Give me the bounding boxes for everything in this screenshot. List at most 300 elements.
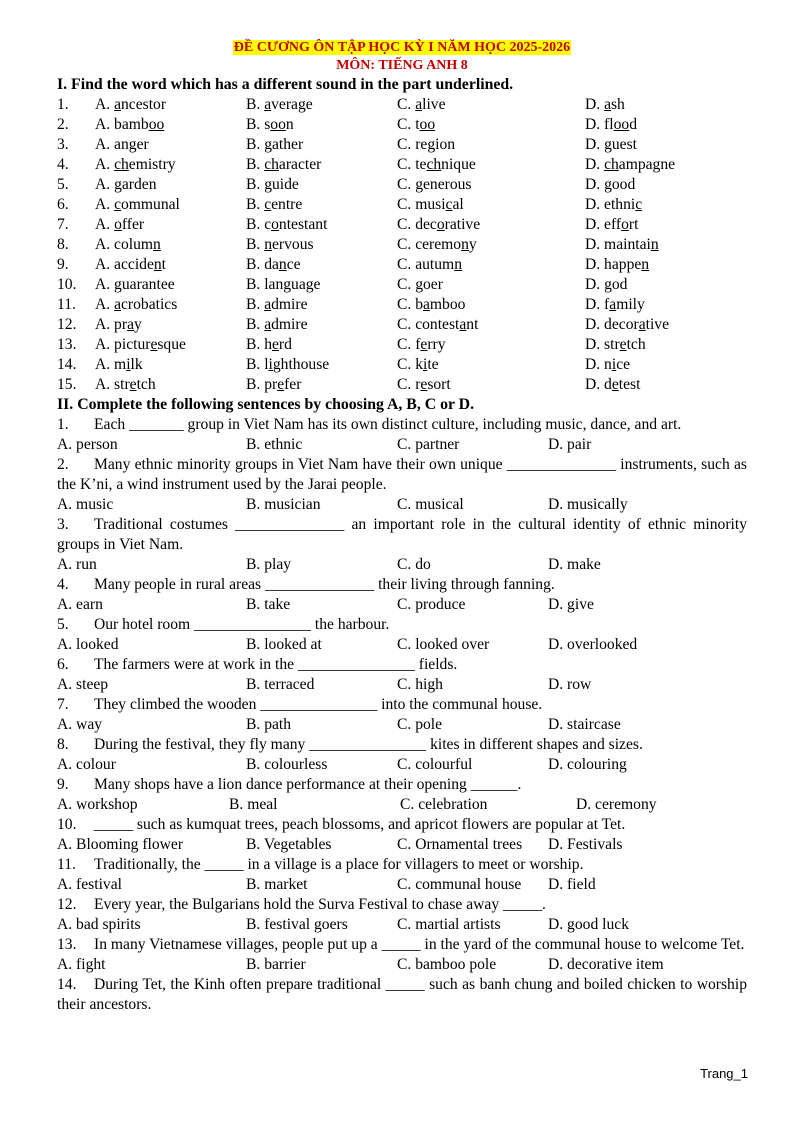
- question-number: 4.: [57, 156, 69, 173]
- answer-option: A. fight: [57, 956, 106, 973]
- option-text-after: ood: [611, 176, 636, 193]
- underlined-part: g: [427, 136, 436, 153]
- option-text-after: al: [452, 196, 464, 213]
- answer-option: B. ethnic: [246, 436, 303, 453]
- option-text-before: B. c: [246, 216, 272, 233]
- option-text-after: d: [629, 116, 637, 133]
- answer-option: C. celebration: [400, 796, 488, 813]
- answer-option: D. decorative item: [548, 956, 664, 973]
- option-d: [585, 115, 637, 135]
- option-d: [585, 375, 640, 395]
- option-b: [246, 315, 308, 335]
- option-a: [95, 115, 164, 135]
- option-text-before: C. f: [397, 336, 421, 353]
- option-c: [397, 155, 476, 175]
- answer-option: B. colourless: [246, 756, 328, 773]
- option-c: [397, 115, 435, 135]
- option-c: [397, 375, 451, 395]
- option-c: [397, 135, 455, 155]
- underlined-part: e: [272, 336, 279, 353]
- underlined-part: g: [415, 276, 423, 293]
- option-text-before: B.: [246, 196, 265, 213]
- question-text: [57, 695, 747, 715]
- option-text-after: ampagne: [618, 156, 676, 173]
- option-text-before: B.: [246, 96, 265, 113]
- underlined-part: a: [423, 296, 430, 313]
- option-a: [95, 175, 157, 195]
- answer-option: C. Ornamental trees: [397, 836, 523, 853]
- document-page: [57, 38, 747, 1015]
- option-text-after: emistry: [128, 156, 176, 173]
- document-title: [57, 38, 747, 57]
- pronunciation-row: [57, 175, 747, 195]
- section1-list: [57, 95, 747, 395]
- underlined-part: c: [635, 196, 643, 213]
- underlined-part: ch: [264, 156, 279, 173]
- option-text-before: C. re: [397, 136, 428, 153]
- option-text-before: C. autum: [397, 256, 455, 273]
- option-a: [95, 375, 156, 395]
- option-c: [397, 255, 462, 275]
- answer-option: D. good luck: [548, 916, 629, 933]
- option-text-before: D.: [585, 276, 605, 293]
- pronunciation-row: [57, 215, 747, 235]
- question-number: 12.: [57, 896, 77, 913]
- question-number: 7.: [57, 696, 69, 713]
- answer-option: A. person: [57, 436, 118, 453]
- option-text-before: B. s: [246, 116, 271, 133]
- question-number: 3.: [57, 136, 69, 153]
- answer-option: B. musician: [246, 496, 321, 513]
- option-d: [585, 295, 645, 315]
- answer-option: A. colour: [57, 756, 116, 773]
- option-a: [95, 135, 149, 155]
- question-stem: Many people in rural areas ______________ their living through fanning.: [94, 576, 555, 593]
- option-text-before: C. b: [397, 296, 423, 313]
- option-text-before: D.: [585, 176, 605, 193]
- option-text-before: B. lan: [246, 276, 284, 293]
- underlined-part: i: [611, 356, 617, 373]
- option-text-before: D. eff: [585, 216, 622, 233]
- answer-options: [57, 715, 747, 735]
- question-stem: Many ethnic minority groups in Viet Nam have their own unique ______________ instruments, such as the K’ni, a wind instrument used by the Jarai people.: [57, 456, 747, 493]
- answer-option: C. do: [397, 556, 431, 573]
- question-stem: Every year, the Bulgarians hold the Surva Festival to chase away _____.: [94, 896, 546, 913]
- question-text: [57, 775, 747, 795]
- question-stem: _____ such as kumquat trees, peach blossoms, and apricot flowers are popular at Tet.: [94, 816, 626, 833]
- question-stem: They climbed the wooden _______________ into the communal house.: [94, 696, 543, 713]
- option-text-after: lk: [130, 356, 143, 373]
- answer-option: D. make: [548, 556, 601, 573]
- question-number: 14.: [57, 356, 77, 373]
- underlined-part: oo: [613, 116, 630, 133]
- option-text-before: D.: [585, 96, 605, 113]
- option-text-before: D. str: [585, 336, 620, 353]
- option-b: [246, 335, 292, 355]
- pronunciation-row: [57, 255, 747, 275]
- option-a: [95, 215, 144, 235]
- question-text: [57, 815, 747, 835]
- question-text: [57, 655, 747, 675]
- option-text-after: nique: [441, 156, 476, 173]
- answer-option: D. musically: [548, 496, 628, 513]
- option-text-before: A. m: [95, 356, 127, 373]
- underlined-part: n: [278, 256, 287, 273]
- pronunciation-row: [57, 275, 747, 295]
- pronunciation-row: [57, 295, 747, 315]
- underlined-part: i: [268, 356, 273, 373]
- option-text-after: rt: [628, 216, 639, 233]
- option-text-before: B. pr: [246, 376, 278, 393]
- underlined-part: n: [153, 236, 161, 253]
- option-text-after: y: [133, 316, 142, 333]
- answer-option: C. partner: [397, 436, 460, 453]
- underlined-part: a: [264, 296, 272, 313]
- option-text-after: ommunal: [120, 196, 180, 213]
- option-c: [397, 355, 439, 375]
- question-stem: Traditional costumes ______________ an important role in the cultural identity of ethnic minority groups in Viet Nam.: [57, 516, 747, 553]
- option-text-after: er: [136, 136, 149, 153]
- question-stem: In many Vietnamese villages, people put up a _____ in the yard of the communal house to welcome Tet.: [94, 936, 745, 953]
- answer-option: D. overlooked: [548, 636, 638, 653]
- section2-list: [57, 415, 747, 1015]
- option-text-after: ather: [272, 136, 304, 153]
- option-d: [585, 275, 627, 295]
- option-text-before: C. k: [397, 356, 423, 373]
- option-text-before: B.: [246, 236, 265, 253]
- answer-option: D. colouring: [548, 756, 627, 773]
- question-number: 2.: [57, 116, 69, 133]
- option-b: [246, 215, 327, 235]
- answer-option: A. workshop: [57, 796, 138, 813]
- option-d: [585, 235, 659, 255]
- option-text-after: arden: [121, 176, 157, 193]
- underlined-part: e: [150, 336, 158, 353]
- option-text-before: D. decor: [585, 316, 639, 333]
- underlined-part: a: [264, 316, 272, 333]
- option-a: [95, 195, 180, 215]
- option-text-after: y: [468, 236, 477, 253]
- option-text-after: uage: [291, 276, 321, 293]
- question-text: [57, 615, 747, 635]
- underlined-part: c: [264, 196, 272, 213]
- question-number: 7.: [57, 216, 69, 233]
- option-c: [397, 235, 477, 255]
- option-text-before: B. l: [246, 356, 269, 373]
- answer-option: B. take: [246, 596, 291, 613]
- pronunciation-row: [57, 135, 747, 155]
- question-text: [57, 735, 747, 755]
- option-text-after: verage: [271, 96, 313, 113]
- option-b: [246, 295, 308, 315]
- option-text-before: D. d: [585, 376, 612, 393]
- option-text-before: C.: [397, 176, 416, 193]
- question-text: [57, 455, 747, 495]
- question-stem: The farmers were at work in the _______________ fields.: [94, 656, 458, 673]
- option-b: [246, 175, 299, 195]
- option-b: [246, 135, 303, 155]
- answer-option: A. steep: [57, 676, 109, 693]
- underlined-part: a: [415, 96, 423, 113]
- underlined-part: g: [604, 276, 612, 293]
- question-text: [57, 895, 747, 915]
- answer-option: C. communal house: [397, 876, 522, 893]
- subject-title: MÔN: TIẾNG ANH 8: [336, 58, 468, 73]
- option-d: [585, 195, 642, 215]
- option-d: [585, 315, 669, 335]
- option-b: [246, 355, 329, 375]
- option-text-before: C. te: [397, 156, 427, 173]
- answer-options: [57, 435, 747, 455]
- option-text-after: ce: [286, 256, 301, 273]
- option-text-after: tch: [136, 376, 156, 393]
- underlined-part: e: [420, 336, 428, 353]
- answer-options: [57, 675, 747, 695]
- question-number: 8.: [57, 236, 69, 253]
- answer-option: C. pole: [397, 716, 443, 733]
- question-number: 1.: [57, 96, 69, 113]
- option-text-after: rry: [427, 336, 446, 353]
- option-text-after: rd: [278, 336, 292, 353]
- option-text-before: D. f: [585, 296, 610, 313]
- option-text-after: uide: [272, 176, 299, 193]
- option-text-after: test: [618, 376, 641, 393]
- option-text-after: crobatics: [120, 296, 178, 313]
- answer-option: D. ceremony: [576, 796, 657, 813]
- option-text-after: ntestant: [278, 216, 328, 233]
- answer-options: [57, 495, 747, 515]
- pronunciation-row: [57, 155, 747, 175]
- pronunciation-row: [57, 235, 747, 255]
- section2-heading: II. Complete the following sentences by choosing A, B, C or D.: [57, 396, 475, 413]
- option-text-before: B.: [246, 156, 265, 173]
- option-text-before: A.: [95, 196, 115, 213]
- pronunciation-row: [57, 315, 747, 335]
- option-text-after: mily: [616, 296, 645, 313]
- answer-options: [57, 835, 747, 855]
- underlined-part: a: [114, 296, 121, 313]
- option-text-after: ncestor: [120, 96, 167, 113]
- underlined-part: o: [114, 216, 122, 233]
- option-d: [585, 215, 638, 235]
- underlined-part: c: [114, 196, 121, 213]
- underlined-part: oo: [419, 116, 436, 133]
- option-text-after: ce: [616, 356, 631, 373]
- question-text: [57, 415, 747, 435]
- question-number: 3.: [57, 516, 69, 533]
- option-text-before: A. accide: [95, 256, 154, 273]
- option-text-before: D. n: [585, 356, 612, 373]
- option-text-before: A. guarantee: [95, 276, 175, 293]
- underlined-part: o: [436, 216, 445, 233]
- question-text: [57, 935, 747, 955]
- answer-options: [57, 755, 747, 775]
- answer-option: A. way: [57, 716, 103, 733]
- underlined-part: e: [129, 376, 137, 393]
- underlined-part: n: [461, 236, 469, 253]
- question-number: 13.: [57, 336, 77, 353]
- underlined-part: g: [604, 176, 612, 193]
- pronunciation-row: [57, 195, 747, 215]
- question-text: [57, 855, 747, 875]
- question-number: 9.: [57, 256, 69, 273]
- option-text-after: te: [427, 356, 439, 373]
- answer-option: B. path: [246, 716, 292, 733]
- underlined-part: a: [609, 296, 617, 313]
- option-text-after: ion: [435, 136, 456, 153]
- underlined-part: a: [114, 96, 121, 113]
- option-text-after: sort: [427, 376, 451, 393]
- document-title-text: ĐỀ CƯƠNG ÔN TẬP HỌC KỲ I NĂM HỌC 2025-2026: [233, 40, 571, 55]
- question-number: 8.: [57, 736, 69, 753]
- answer-option: D. field: [548, 876, 596, 893]
- answer-options: [57, 915, 747, 935]
- option-text-after: ervous: [272, 236, 314, 253]
- answer-option: A. bad spirits: [57, 916, 141, 933]
- answer-option: C. musical: [397, 496, 464, 513]
- option-a: [95, 95, 166, 115]
- option-text-before: B. da: [246, 256, 279, 273]
- answer-option: C. produce: [397, 596, 466, 613]
- question-number: 5.: [57, 176, 69, 193]
- option-a: [95, 295, 177, 315]
- option-text-after: aracter: [278, 156, 322, 173]
- answer-options: [57, 955, 747, 975]
- option-text-after: nt: [466, 316, 479, 333]
- underlined-part: g: [283, 276, 292, 293]
- underlined-part: oo: [270, 116, 286, 133]
- option-a: [95, 155, 176, 175]
- page-number: Trang_1: [700, 1066, 748, 1081]
- answer-option: A. earn: [57, 596, 103, 613]
- option-text-before: B.: [246, 176, 265, 193]
- option-text-before: B.: [246, 136, 265, 153]
- underlined-part: a: [264, 96, 272, 113]
- option-d: [585, 335, 646, 355]
- question-number: 11.: [57, 296, 76, 313]
- option-d: [585, 255, 649, 275]
- option-a: [95, 355, 143, 375]
- option-text-after: mboo: [429, 296, 466, 313]
- option-text-after: sh: [610, 96, 625, 113]
- answer-option: D. staircase: [548, 716, 621, 733]
- answer-option: D. pair: [548, 436, 592, 453]
- question-number: 10.: [57, 816, 77, 833]
- underlined-part: g: [128, 136, 137, 153]
- underlined-part: ch: [114, 156, 129, 173]
- option-text-before: B. h: [246, 336, 272, 353]
- underlined-part: g: [604, 136, 612, 153]
- option-c: [397, 295, 465, 315]
- option-text-before: C. musi: [397, 196, 446, 213]
- answer-option: D. give: [548, 596, 594, 613]
- option-text-before: A.: [95, 176, 115, 193]
- question-stem: Traditionally, the _____ in a village is a place for villagers to meet or worship.: [94, 856, 584, 873]
- option-b: [246, 235, 314, 255]
- answer-option: B. meal: [229, 796, 278, 813]
- question-text: [57, 575, 747, 595]
- option-a: [95, 255, 166, 275]
- underlined-part: i: [126, 356, 131, 373]
- question-stem: Many shops have a lion dance performance at their opening ______.: [94, 776, 522, 793]
- underlined-part: n: [650, 236, 659, 253]
- answer-option: A. festival: [57, 876, 122, 893]
- option-text-before: C. r: [397, 376, 421, 393]
- answer-option: C. colourful: [397, 756, 473, 773]
- option-text-before: D. fl: [585, 116, 614, 133]
- option-a: [95, 235, 161, 255]
- question-number: 14.: [57, 976, 77, 993]
- answer-option: B. looked at: [246, 636, 322, 653]
- underlined-part: c: [445, 196, 453, 213]
- option-b: [246, 95, 313, 115]
- option-b: [246, 195, 302, 215]
- option-text-before: A. bamb: [95, 116, 149, 133]
- question-number: 5.: [57, 616, 69, 633]
- option-text-before: A. an: [95, 136, 129, 153]
- option-text-before: D. ethni: [585, 196, 636, 213]
- answer-option: A. looked: [57, 636, 119, 653]
- option-b: [246, 115, 294, 135]
- answer-option: B. play: [246, 556, 292, 573]
- option-text-after: dmire: [271, 296, 308, 313]
- underlined-part: i: [423, 356, 428, 373]
- pronunciation-row: [57, 115, 747, 135]
- underlined-part: oo: [148, 116, 165, 133]
- question-stem: During the festival, they fly many _______________ kites in different shapes and sizes.: [94, 736, 643, 753]
- question-number: 1.: [57, 416, 69, 433]
- option-text-after: entre: [271, 196, 303, 213]
- question-number: 2.: [57, 456, 69, 473]
- answer-options: [57, 555, 747, 575]
- answer-option: C. looked over: [397, 636, 490, 653]
- pronunciation-row: [57, 375, 747, 395]
- question-number: 13.: [57, 936, 77, 953]
- pronunciation-row: [57, 355, 747, 375]
- pronunciation-row: [57, 95, 747, 115]
- underlined-part: e: [420, 376, 428, 393]
- underlined-part: a: [127, 316, 134, 333]
- pronunciation-row: [57, 335, 747, 355]
- option-text-before: D. happe: [585, 256, 642, 273]
- option-text-before: C.: [397, 276, 416, 293]
- question-number: 9.: [57, 776, 69, 793]
- answer-option: A. music: [57, 496, 114, 513]
- option-text-before: A. pr: [95, 316, 128, 333]
- answer-option: D. Festivals: [548, 836, 623, 853]
- option-text-before: C.: [397, 96, 416, 113]
- option-d: [585, 175, 635, 195]
- option-text-after: ghthouse: [272, 356, 330, 373]
- option-c: [397, 195, 464, 215]
- option-text-after: tive: [645, 316, 669, 333]
- question-number: 12.: [57, 316, 77, 333]
- option-a: [95, 275, 175, 295]
- underlined-part: n: [641, 256, 650, 273]
- option-b: [246, 155, 321, 175]
- option-c: [397, 175, 472, 195]
- underlined-part: n: [454, 256, 462, 273]
- underlined-part: g: [415, 176, 423, 193]
- answer-options: [57, 875, 747, 895]
- answer-option: B. festival goers: [246, 916, 348, 933]
- answer-options: [57, 635, 747, 655]
- question-number: 11.: [57, 856, 76, 873]
- option-text-after: tch: [626, 336, 646, 353]
- underlined-part: e: [277, 376, 285, 393]
- option-text-after: n: [285, 116, 294, 133]
- option-a: [95, 315, 142, 335]
